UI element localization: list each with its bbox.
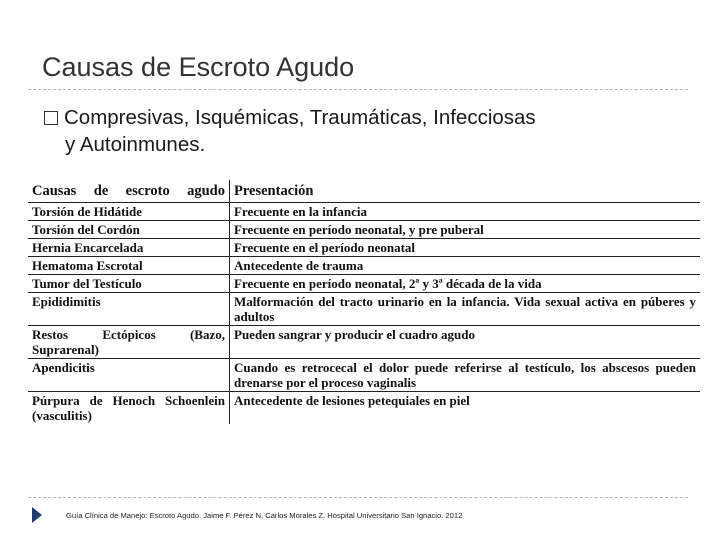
table-row [28,293,700,326]
bullet-text-line2: y Autoinmunes. [65,133,206,156]
cause-cell: Restos Ectópicos (Bazo, Suprarenal) [28,326,230,359]
bullet-text-line1: Compresivas, Isquémicas, Traumáticas, Infecciosas [64,106,536,129]
slide-title: Causas de Escroto Agudo [42,52,355,82]
presentation-cell: Frecuente en período neonatal, y pre puberal [230,221,701,239]
table-row [28,392,700,425]
footer-citation: Guía Clínica de Manejo: Escroto Agudo. Jaime F. Pérez N, Carlos Morales Z. Hospital Universitario San Ignacio. 2012 [66,511,463,520]
cause-cell: Epididimitis [28,293,230,326]
table-header-row [28,180,700,203]
table-row [28,203,700,221]
header-causes: Causas de escroto agudo [28,180,230,203]
table-row [28,359,700,392]
cause-cell: Torsión del Cordón [28,221,230,239]
footer-divider [28,497,688,498]
cause-cell: Torsión de Hidátide [28,203,230,221]
presentation-cell: Antecedente de trauma [230,257,701,275]
presentation-cell: Pueden sangrar y producir el cuadro agudo [230,326,701,359]
cause-cell: Hernia Encarcelada [28,239,230,257]
table-row [28,275,700,293]
table-row [28,326,700,359]
cause-cell: Tumor del Testículo [28,275,230,293]
presentation-cell: Antecedente de lesiones petequiales en piel [230,392,701,425]
square-bullet-icon [44,111,58,125]
presentation-cell: Frecuente en período neonatal, 2ª y 3ª década de la vida [230,275,701,293]
cause-cell: Apendicitis [28,359,230,392]
causes-table [28,180,700,424]
triangle-arrow-icon [32,507,42,523]
presentation-cell: Frecuente en la infancia [234,204,367,219]
presentation-cell: Malformación del tracto urinario en la infancia. Vida sexual activa en púberes y adultos [230,293,701,326]
cause-cell: Hematoma Escrotal [28,257,230,275]
cause-cell: Púrpura de Henoch Schoenlein (vasculitis) [28,392,230,425]
presentation-cell: Frecuente en el período neonatal [230,239,701,257]
bullet-item [44,104,684,158]
header-presentation: Presentación [230,180,701,203]
table-row [28,257,700,275]
title-divider [28,89,688,90]
table-row [28,221,700,239]
presentation-cell: Cuando es retrocecal el dolor puede referirse al testículo, los abscesos pueden drenarse por el proceso vaginalis [230,359,701,392]
table-row [28,239,700,257]
